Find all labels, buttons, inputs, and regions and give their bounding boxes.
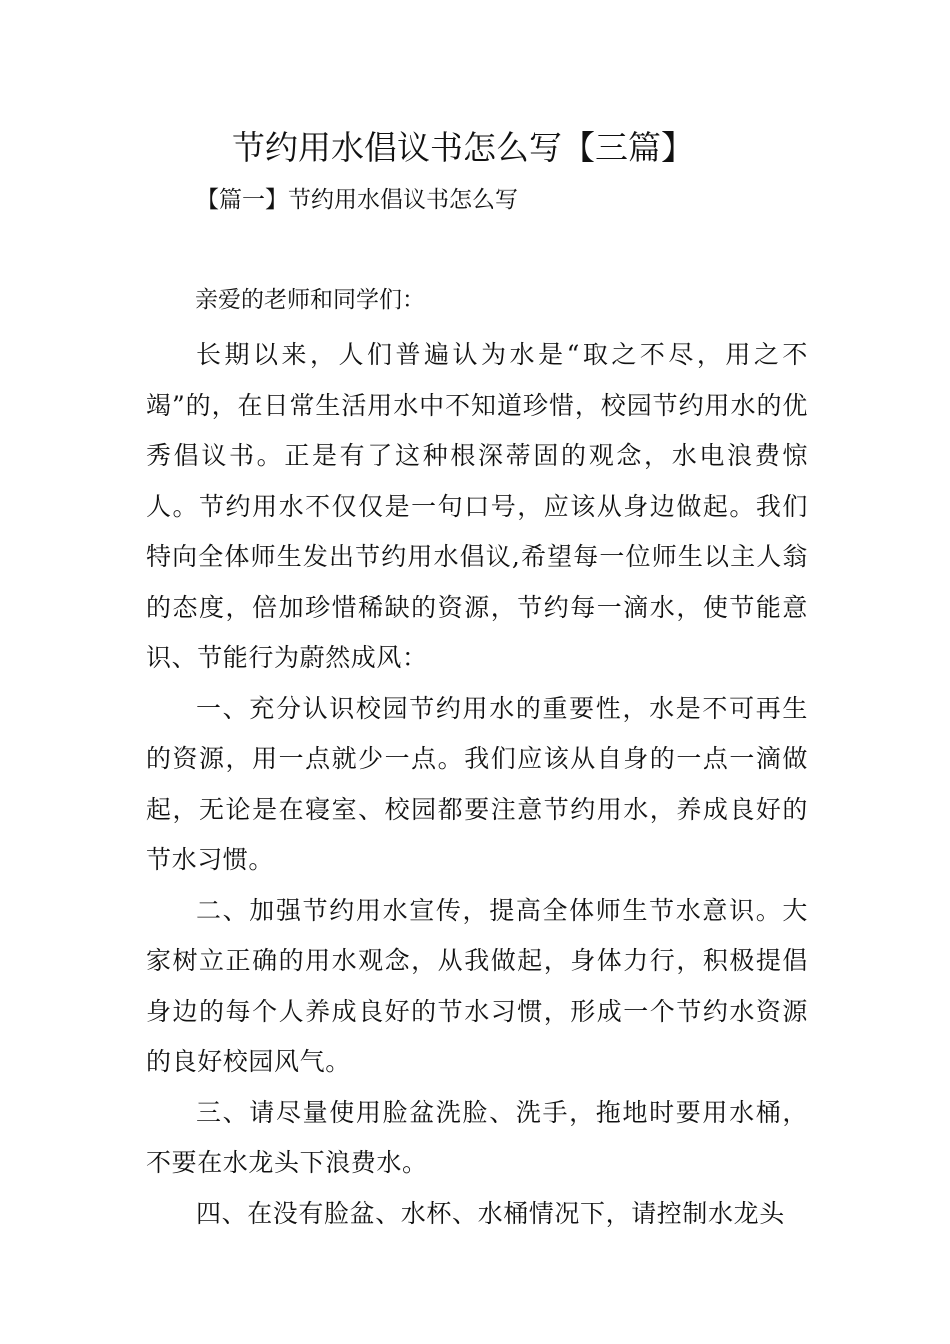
paragraph-point-four: 四、在没有脸盆、水杯、水桶情况下，请控制水龙头	[196, 1198, 785, 1228]
section-heading: 【篇一】节约用水倡议书怎么写	[196, 187, 518, 213]
paragraph-point-two: 二、加强节约用水宣传，提高全体师生节水意识。大家树立正确的用水观念，从我做起，身体力行，积极提倡身边的每个人养成良好的节水习惯，形成一个节约水资源的良好校园风气。	[146, 895, 808, 1076]
greeting-line: 亲爱的老师和同学们：	[195, 287, 425, 313]
document-body	[146, 330, 808, 1239]
paragraph-point-one: 一、充分认识校园节约用水的重要性，水是不可再生的资源，用一点就少一点。我们应该从自身的一点一滴做起，无论是在寝室、校园都要注意节约用水，养成良好的节水习惯。	[146, 693, 808, 874]
document-title: 节约用水倡议书怎么写【三篇】	[232, 128, 694, 167]
paragraph-intro: 长期以来，人们普遍认为水是“取之不尽，用之不竭”的，在日常生活用水中不知道珍惜，校园节约用水的优秀倡议书。正是有了这种根深蒂固的观念，水电浪费惊人。节约用水不仅仅是一句口号，应该从身边做起。我们特向全体师生发出节约用水倡议,希望每一位师生以主人翁的态度，倍加珍惜稀缺的资源，节约每一滴水，使节能意识、节能行为蔚然成风：	[146, 340, 808, 672]
paragraph-point-three: 三、请尽量使用脸盆洗脸、洗手，拖地时要用水桶，不要在水龙头下浪费水。	[146, 1097, 808, 1177]
